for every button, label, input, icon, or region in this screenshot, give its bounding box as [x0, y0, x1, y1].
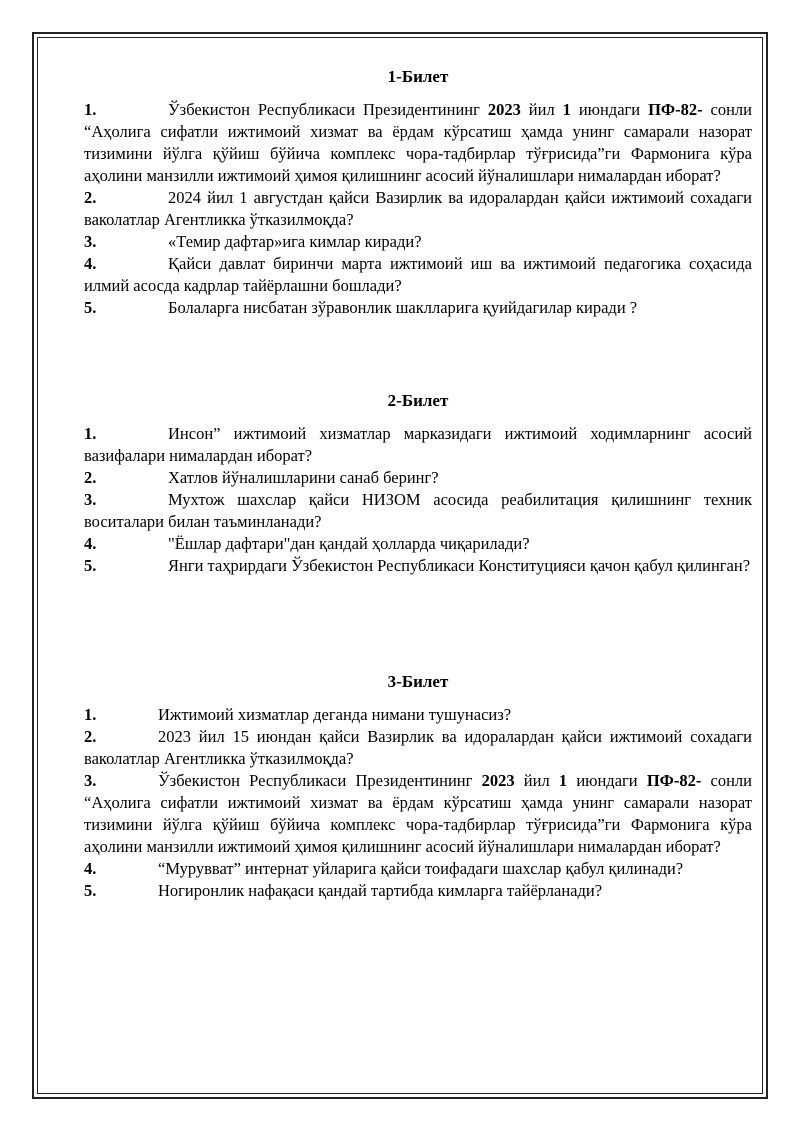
question-text: "Ёшлар дафтари"дан қандай ҳолларда чиқарилади?: [168, 534, 530, 553]
question-item: [84, 99, 752, 187]
question-number: 3.: [84, 232, 97, 251]
question-number: 3.: [84, 490, 97, 509]
question-text: Болаларга нисбатан зўравонлик шаклларига қуийдагилар киради ?: [168, 298, 638, 317]
question-item: [84, 423, 752, 467]
question-text: Ўзбекистон Республикаси Президентининг: [168, 100, 488, 119]
question-item: [84, 467, 752, 489]
question-text: “Мурувват” интернат уйларига қайси тоифадаги шахслар қабул қилинади?: [158, 859, 684, 878]
question-text: Мухтож шахслар қайси НИЗОМ асосида реабилитация қилишнинг техник воситалари билан таъминланади?: [84, 490, 752, 531]
question-item: [84, 489, 752, 533]
question-number: 4.: [84, 859, 97, 878]
question-number: 1.: [84, 100, 97, 119]
question-text: 2024 йил 1 августдан қайси Вазирлик ва идоралардан қайси ижтимоий сохадаги ваколатлар Агентликка ўтказилмоқда?: [84, 188, 752, 229]
question-item: [84, 187, 752, 231]
question-item: [84, 533, 752, 555]
question-item: [84, 770, 752, 858]
question-number: 1.: [84, 424, 97, 443]
question-text-bold: ПФ-82-: [646, 771, 702, 790]
question-text: Инсон” ижтимоий хизматлар марказидаги ижтимоий ходимларнинг асосий вазифалари нималардан иборат?: [84, 424, 752, 465]
question-number: 4.: [84, 254, 97, 273]
question-text: сонли “Аҳолига сифатли ижтимоий хизмат ва ёрдам кўрсатиш ҳамда унинг самарали назорат тизимини йўлга қўйиш бўйича комплекс чора-тадбирлар тўғрисида”ги Фармонига кўра аҳолини манзилли ижтимоий ҳимоя қилишнинг асосий йўналишлари нималардан иборат?: [84, 100, 752, 185]
question-text: «Темир дафтар»ига кимлар киради?: [168, 232, 422, 251]
ticket-1: [84, 66, 752, 319]
question-item: [84, 253, 752, 297]
question-text: 2023 йил 15 июндан қайси Вазирлик ва идоралардан қайси ижтимоий сохадаги ваколатлар Агентликка ўтказилмоқда?: [84, 727, 752, 768]
question-number: 2.: [84, 727, 97, 746]
ticket-title: 2-Билет: [387, 391, 449, 410]
question-item: [84, 880, 752, 902]
question-item: [84, 704, 752, 726]
question-number: 2.: [84, 468, 97, 487]
question-text-bold: 2023: [481, 771, 515, 790]
document-body: [84, 66, 752, 900]
question-text: йил: [520, 100, 563, 119]
question-number: 4.: [84, 534, 97, 553]
question-text: Ногиронлик нафақаси қандай тартибда кимларга тайёрланади?: [158, 881, 603, 900]
ticket-2: [84, 390, 752, 577]
question-item: [84, 297, 752, 319]
ticket-3: [84, 671, 752, 902]
question-number: 5.: [84, 881, 97, 900]
question-number: 5.: [84, 298, 97, 317]
question-number: 2.: [84, 188, 97, 207]
question-text: Ўзбекистон Республикаси Президентининг: [158, 771, 482, 790]
question-number: 1.: [84, 705, 97, 724]
question-number: 5.: [84, 556, 97, 575]
question-text-bold: 1: [558, 771, 568, 790]
ticket-title: 3-Билет: [387, 672, 449, 691]
question-text: Ижтимоий хизматлар деганда нимани тушунасиз?: [158, 705, 512, 724]
question-text-bold: 1: [562, 100, 571, 119]
question-item: [84, 231, 752, 253]
question-text: сонли “Аҳолига сифатли ижтимоий хизмат ва ёрдам кўрсатиш ҳамда унинг самарали назорат тизимини йўлга қўйиш бўйича комплекс чора-тадбирлар тўғрисида”ги Фармонига кўра аҳолини манзилли ижтимоий ҳимоя қилишнинг асосий йўналишлари нималардан иборат?: [84, 771, 752, 856]
question-text: йил: [514, 771, 559, 790]
question-text: Янги таҳрирдаги Ўзбекистон Республикаси Конституцияси қачон қабул қилинган?: [168, 556, 751, 575]
question-number: 3.: [84, 771, 97, 790]
question-text: июндаги: [570, 100, 649, 119]
ticket-title: 1-Билет: [387, 67, 449, 86]
question-text: Қайси давлат биринчи марта ижтимоий иш ва ижтимоий педагогика соҳасида илмий асосда кадрлар тайёрлашни бошлади?: [84, 254, 752, 295]
question-text-bold: 2023: [487, 100, 521, 119]
question-item: [84, 726, 752, 770]
question-text: июндаги: [567, 771, 647, 790]
question-item: [84, 858, 752, 880]
question-text-bold: ПФ-82-: [648, 100, 703, 119]
question-item: [84, 555, 752, 577]
question-text: Хатлов йўналишларини санаб беринг?: [168, 468, 439, 487]
